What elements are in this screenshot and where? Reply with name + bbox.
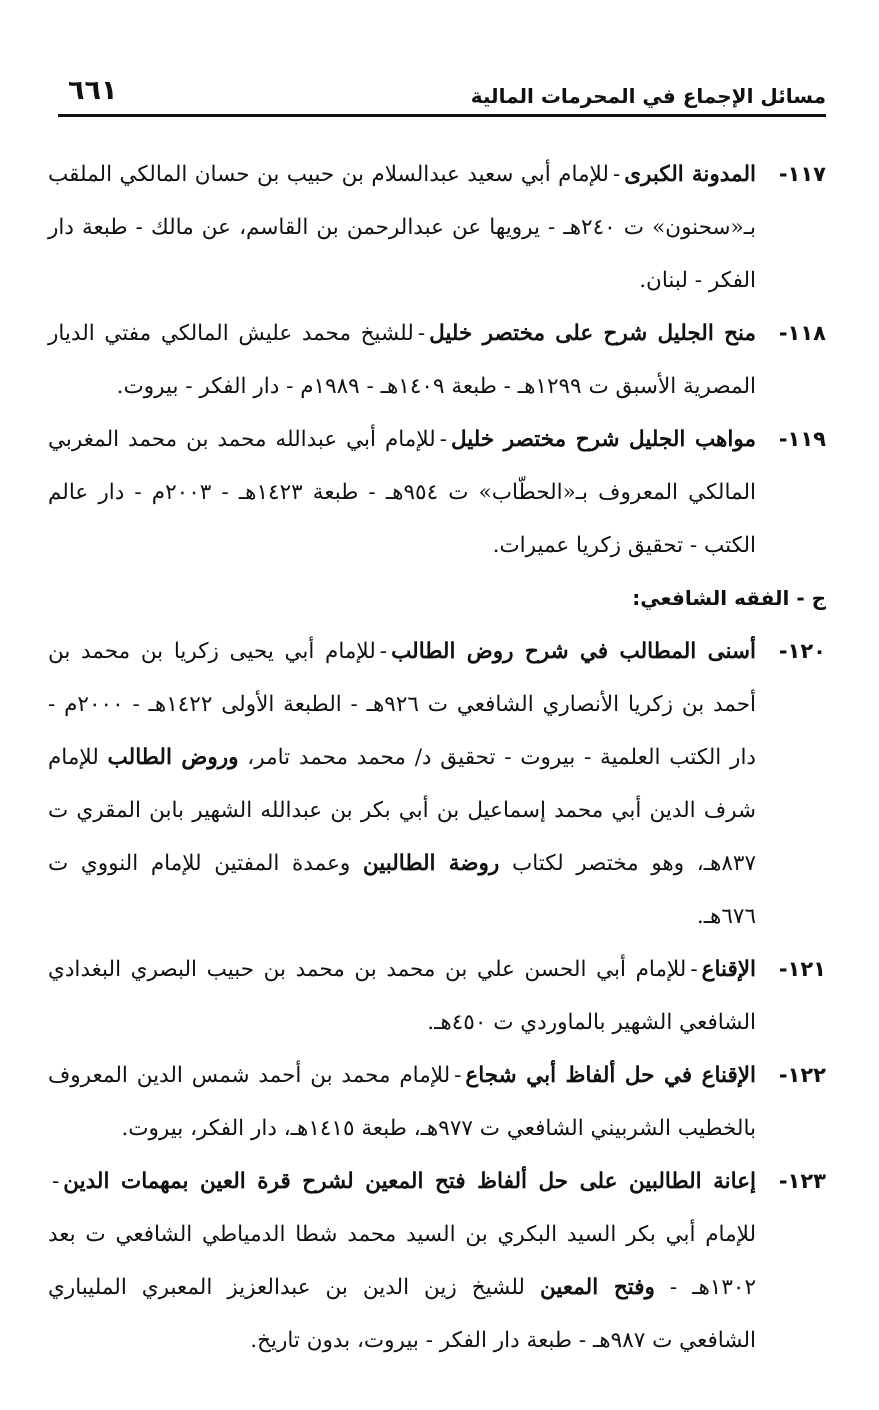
entry-title: مواهب الجليل شرح مختصر خليل <box>450 427 756 452</box>
bibliography-entry <box>48 943 826 1049</box>
entry-details: للإمام شرف الدين أبي محمد إسماعيل بن أبي بكر بن عبدالله الشهير بابن المقري ت ٨٣٧هـ، وهو مختصر لكتاب <box>48 745 757 876</box>
bibliography-list <box>48 148 826 1367</box>
entry-separator: - <box>417 321 426 346</box>
entry-separator: - <box>690 957 698 982</box>
entry-separator: - <box>612 162 621 187</box>
entry-inline-title: وفتح المعين <box>540 1275 655 1300</box>
entry-details: للإمام أبي بكر السيد البكري بن السيد محمد شطا الدمياطي الشافعي ت بعد ١٣٠٢هـ - <box>48 1222 756 1300</box>
entry-number: ١٢٠- <box>778 639 826 663</box>
entry-inline-title: وروض الطالب <box>107 745 239 770</box>
bibliography-entry <box>48 625 826 943</box>
entry-details: وعمدة المفتين للإمام النووي ت ٦٧٦هـ. <box>48 851 756 929</box>
entry-number: ١١٨- <box>778 321 826 345</box>
entry-title: أسنى المطالب في شرح روض الطالب <box>391 639 756 664</box>
entry-details: للشيخ محمد عليش المالكي مفتي الديار المصرية الأسبق ت ١٢٩٩هـ - طبعة ١٤٠٩هـ - ١٩٨٩م - دار الفكر - بيروت. <box>48 321 756 399</box>
entry-details: للشيخ زين الدين بن عبدالعزيز المعبري المليباري الشافعي ت ٩٨٧هـ - طبعة دار الفكر - بيروت، بدون تاريخ. <box>48 1275 756 1353</box>
section-heading: ج - الفقه الشافعي: <box>632 586 826 610</box>
bibliography-entry <box>48 1049 826 1155</box>
running-header <box>58 66 826 117</box>
entry-number: ١١٩- <box>778 427 826 451</box>
bibliography-entry <box>48 307 826 413</box>
entry-number: ١٢٣- <box>778 1169 826 1193</box>
entry-title: إعانة الطالبين على حل ألفاظ فتح المعين لشرح قرة العين بمهمات الدين <box>63 1169 756 1194</box>
entry-details: للإمام أبي سعيد عبدالسلام بن حبيب بن حسان المالكي الملقب بـ«سحنون» ت ٢٤٠هـ - يرويها عن عبدالرحمن بن القاسم، عن مالك - طبعة دار الفكر - لبنان. <box>48 162 756 293</box>
bibliography-entry <box>48 148 826 307</box>
entry-details: للإمام أبي يحيى زكريا بن محمد بن أحمد بن زكريا الأنصاري الشافعي ت ٩٢٦هـ - الطبعة الأولى ١٤٢٢هـ - ٢٠٠٠م - دار الكتب العلمية - بيروت - تحقيق د/ محمد محمد تامر، <box>48 639 757 770</box>
entry-title: الإقناع <box>701 957 756 982</box>
bibliography-entry <box>48 413 826 572</box>
entry-separator: - <box>454 1063 462 1088</box>
entry-separator: - <box>379 639 388 664</box>
page-number: ٦٦١ <box>68 75 118 106</box>
entry-separator: - <box>439 427 447 452</box>
entry-details: للإمام محمد بن أحمد شمس الدين المعروف بالخطيب الشربيني الشافعي ت ٩٧٧هـ، طبعة ١٤١٥هـ، دار الفكر، بيروت. <box>48 1063 756 1141</box>
book-title: مسائل الإجماع في المحرمات المالية <box>470 84 826 108</box>
entry-details: للإمام أبي الحسن علي بن محمد بن محمد بن حبيب البصري البغدادي الشافعي الشهير بالماوردي ت ٤٥٠هـ. <box>48 957 756 1035</box>
entry-separator: - <box>52 1169 60 1194</box>
entry-inline-title: روضة الطالبين <box>362 851 500 876</box>
entry-title: المدونة الكبرى <box>624 162 756 187</box>
entry-details: للإمام أبي عبدالله محمد بن محمد المغربي المالكي المعروف بـ«الحطّاب» ت ٩٥٤هـ - طبعة ١٤٢٣هـ - ٢٠٠٣م - دار عالم الكتب - تحقيق زكريا عميرات. <box>48 427 756 558</box>
entry-number: ١١٧- <box>778 162 826 186</box>
bibliography-entry <box>48 1155 826 1367</box>
entry-title: منح الجليل شرح على مختصر خليل <box>429 321 756 346</box>
entry-title: الإقناع في حل ألفاظ أبي شجاع <box>465 1063 757 1088</box>
entry-number: ١٢١- <box>778 957 826 981</box>
entry-number: ١٢٢- <box>778 1063 826 1087</box>
